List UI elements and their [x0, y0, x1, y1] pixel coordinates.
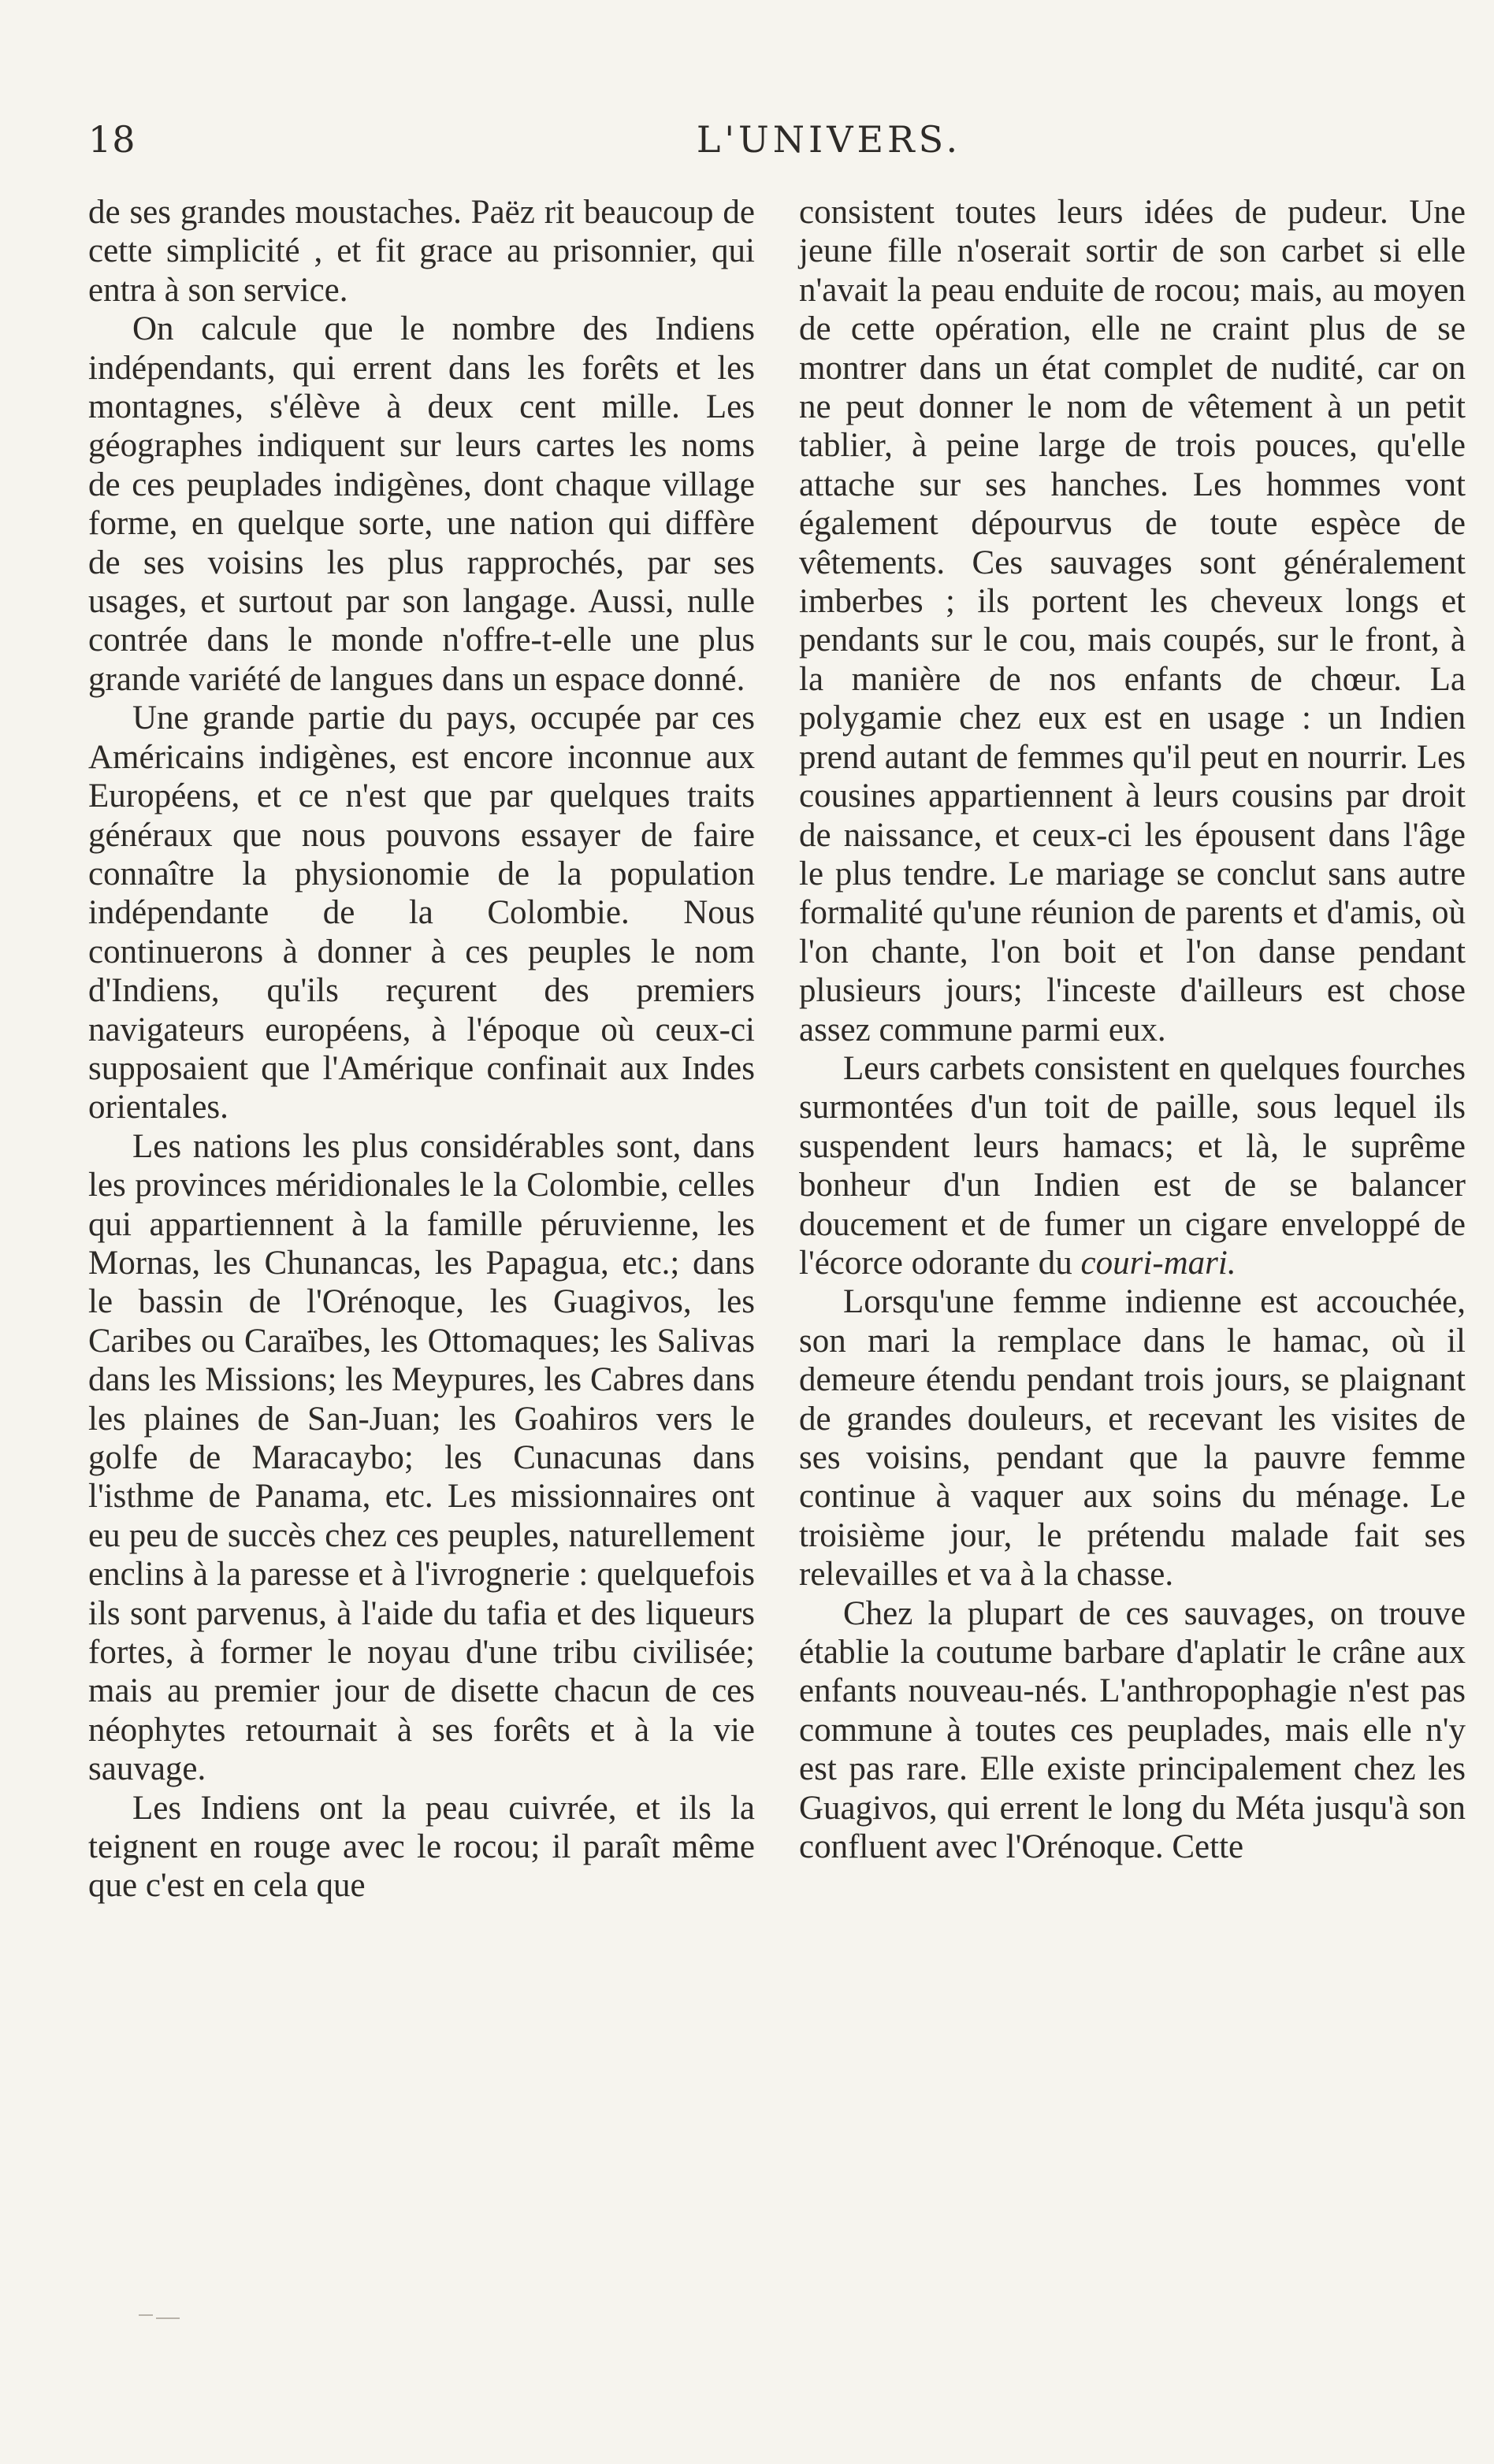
paragraph: On calcule que le nombre des Indiens indépendants, qui errent dans les forêts et les montagnes, s'élève à deux cent mille. Les géographes indiquent sur leurs cartes les noms de ces peuplades indigènes, dont chaque village forme, en quelque sorte, une nation qui diffère de ses voisins les plus rapprochés, par ses usages, et surtout par son langage. Aussi, nulle contrée dans le monde n'offre-t-elle une plus grande variété de langues dans un espace donné. [88, 310, 755, 698]
page-header [88, 118, 1459, 173]
paragraph: Chez la plupart de ces sauvages, on trouve établie la coutume barbare d'aplatir le crâne aux enfants nouveau-nés. L'anthropophagie n'est pas commune à toutes ces peuplades, mais elle n'y est pas rare. Elle existe principalement chez les Guagivos, qui errent le long du Méta jusqu'à son confluent avec l'Orénoque. Cette [799, 1594, 1466, 1866]
paragraph: Les Indiens ont la peau cuivrée, et ils la teignent en rouge avec le rocou; il paraît même que c'est en cela que [88, 1789, 755, 1905]
paragraph: Une grande partie du pays, occupée par ces Américains indigènes, est encore inconnue aux Européens, et ce n'est que par quelques traits généraux que nous pouvons essayer de faire connaître la physionomie de la population indépendante de la Colombie. Nous continuerons à donner à ces peuples le nom d'Indiens, qu'ils reçurent des premiers navigateurs européens, à l'époque où ceux-ci supposaient que l'Amérique confinait aux Indes orientales. [88, 699, 755, 1126]
paragraph: consistent toutes leurs idées de pudeur. Une jeune fille n'oserait sortir de son carbet si elle n'avait la peau enduite de rocou; mais, au moyen de cette opération, elle ne craint plus de se montrer dans un état complet de nudité, car on ne peut donner le nom de vêtement à un petit tablier, à peine large de trois pouces, qu'elle attache sur ses hanches. Les hommes vont également dépourvus de toute espèce de vêtements. Ces sauvages sont généralement imberbes ; ils portent les cheveux longs et pendants sur le cou, mais coupés, sur le front, à la manière de nos enfants de chœur. La polygamie chez eux est en usage : un Indien prend autant de femmes qu'il peut en nourrir. Les cousines appartiennent à leurs cousins par droit de naissance, et ceux-ci les épousent dans l'âge le plus tendre. Le mariage se conclut sans autre formalité qu'une réunion de parents et d'amis, où l'on chante, l'on boit et l'on danse pendant plusieurs jours; l'inceste d'ailleurs est chose assez commune parmi eux. [799, 194, 1466, 1048]
left-column [88, 193, 755, 1906]
paragraph: Les nations les plus considérables sont, dans les provinces méridionales le la Colombie, celles qui appartiennent à la famille péruvienne, les Mornas, les Chunancas, les Papagua, etc.; dans le bassin de l'Orénoque, les Guagivos, les Caribes ou Caraïbes, les Ottomaques; les Salivas dans les Missions; les Meypures, les Cabres dans les plaines de San-Juan; les Goahiros vers le golfe de Maracaybo; les Cunacunas dans l'isthme de Panama, etc. Les missionnaires ont eu peu de succès chez ces peuples, naturellement enclins à la paresse et à l'ivrognerie : quelquefois ils sont parvenus, à l'aide du tafia et des liqueurs fortes, à former le noyau d'une tribu civilisée; mais au premier jour de disette chacun de ces néophytes retournait à ses forêts et à la vie sauvage. [88, 1127, 755, 1788]
running-title: L'UNIVERS. [696, 118, 962, 161]
page-number: 18 [88, 118, 136, 161]
printer-mark [139, 2311, 186, 2322]
paragraph-text: Leurs carbets consistent en quelques fourches surmontées d'un toit de paille, sous lequel ils suspendent leurs hamacs; et là, le suprême bonheur d'un Indien est de se balancer doucement et de fumer un cigare enveloppé de l'écorce odorante du [799, 1049, 1466, 1282]
right-column [799, 193, 1466, 1866]
italic-term: couri-mari. [1080, 1244, 1236, 1282]
paragraph: de ses grandes moustaches. Paëz rit beaucoup de cette simplicité , et fit grace au prisonnier, qui entra à son service. [88, 194, 755, 309]
paragraph: Lorsqu'une femme indienne est accouchée, son mari la remplace dans le hamac, où il demeure étendu pendant trois jours, se plaignant de grandes douleurs, et recevant les visites de ses voisins, pendant que la pauvre femme continue à vaquer aux soins du ménage. Le troisième jour, le prétendu malade fait ses relevailles et va à la chasse. [799, 1283, 1466, 1594]
paragraph [799, 1049, 1466, 1282]
